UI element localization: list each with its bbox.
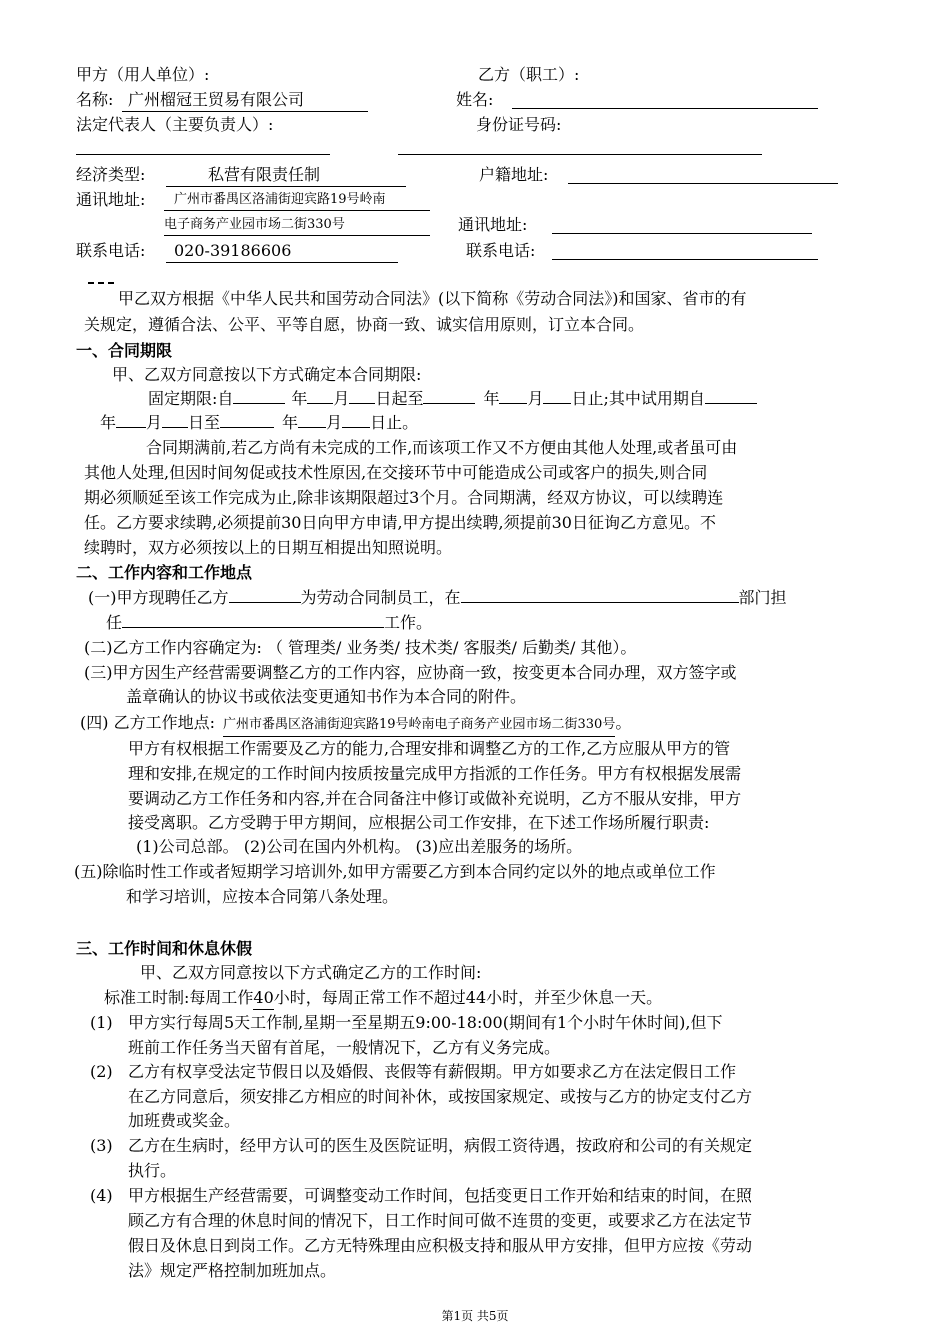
work-location-value: 广州市番禺区洛浦街迎宾路19号岭南电子商务产业园市场二街330号 (223, 714, 615, 737)
address-line-2: 电子商务产业园市场二街330号 (164, 215, 430, 236)
s2-para-line-5: (1)公司总部。 (2)公司在国内外机构。 (3)应出差服务的场所。 (136, 837, 583, 856)
s3-line-1: 甲、乙双方同意按以下方式确定乙方的工作时间: (140, 963, 482, 982)
s1-line-1: 甲、乙双方同意按以下方式确定本合同期限: (112, 365, 422, 384)
company-name-value: 广州榴冠王贸易有限公司 (122, 89, 368, 112)
s3-n1-number: (1) (90, 1013, 113, 1032)
phone-b-line (552, 259, 818, 260)
person-name-label: 姓名: (456, 90, 494, 109)
phone-value: 020-39186606 (166, 240, 398, 263)
legal-rep-line (76, 154, 330, 155)
s3-n4-line-2: 顾乙方有合理的休息时间的情况下，日工作时间可做不连贯的变更，或要求乙方在法定节 (128, 1211, 753, 1230)
s2-para-line-2: 理和安排,在规定的工作时间内按质按量完成甲方指派的工作任务。甲方有权根据发展需 (128, 764, 742, 783)
hukou-label: 户籍地址: (479, 165, 549, 184)
page-footer: 第1页 共5页 (441, 1309, 509, 1323)
s2-item-2: (二)乙方工作内容确定为: （ 管理类/ 业务类/ 技术类/ 客服类/ 后勤类/ 其他）。 (84, 638, 637, 657)
intro-line-2: 关规定，遵循合法、公平、平等自愿，协商一致、诚实信用原则，订立本合同。 (84, 315, 645, 334)
s3-n4-line-1: 甲方根据生产经营需要，可调整变动工作时间，包括变更日工作开始和结束的时间，在照 (128, 1186, 753, 1205)
person-name-line (512, 108, 818, 109)
s1-fixed-term-line: 固定期限:自 年 月 日起至 年 月 日止;其中试用期自 (148, 388, 757, 410)
s3-n3-number: (3) (90, 1136, 113, 1155)
s3-n2-line-3: 加班费或奖金。 (128, 1111, 241, 1130)
phone-label-b: 联系电话: (466, 241, 536, 260)
s2-item-1-line-2: 任 工作。 (106, 613, 433, 632)
s3-line-2: 标准工时制:每周工作40小时，每周正常工作不超过44小时，并至少休息一天。 (104, 987, 662, 1010)
s1-probation-line: 年 月 日至 年 月 日止。 (100, 413, 419, 432)
section-1-title: 一、合同期限 (76, 341, 173, 360)
s2-item-3-line-2: 盖章确认的协议书或依法变更通知书作为本合同的附件。 (126, 687, 527, 706)
s1-para-line-4: 任。乙方要求续聘,必须提前30日向甲方申请,甲方提出续聘,须提前30日征询乙方意见。不 (84, 513, 716, 532)
s3-n4-line-3: 假日及休息日到岗工作。乙方无特殊理由应积极支持和服从甲方安排，但甲方应按《劳动 (128, 1236, 753, 1255)
s3-n2-line-2: 在乙方同意后，须安排乙方相应的时间补休，或按国家规定、或按与乙方的协定支付乙方 (128, 1087, 753, 1106)
s3-n2-line-1: 乙方有权享受法定节假日以及婚假、丧假等有薪假期。甲方如要求乙方在法定假日工作 (128, 1062, 737, 1081)
s2-para-line-1: 甲方有权根据工作需要及乙方的能力,合理安排和调整乙方的工作,乙方应服从甲方的管 (128, 739, 731, 758)
s3-n4-number: (4) (90, 1186, 113, 1205)
legal-rep-label: 法定代表人（主要负责人）: (76, 115, 274, 134)
s3-n3-line-2: 执行。 (128, 1161, 177, 1180)
s1-para-line-5: 续聘时，双方必须按以上的日期互相提出知照说明。 (84, 538, 453, 557)
s2-item-4: (四) 乙方工作地点: 广州市番禺区洛浦街迎宾路19号岭南电子商务产业园市场二街330号。 (80, 712, 631, 737)
section-3-title: 三、工作时间和休息休假 (76, 939, 253, 958)
s2-item-1-line-1: (一)甲方现聘任乙方 为劳动合同制员工，在 部门担 (88, 588, 787, 607)
s1-para-line-2: 其他人处理,但因时间匆促或技术性原因,在交接环节中可能造成公司或客户的损失,则合同 (84, 463, 708, 482)
phone-label: 联系电话: (76, 241, 146, 260)
id-number-line (398, 154, 762, 155)
s2-item-5-line-1: (五)除临时性工作或者短期学习培训外,如甲方需要乙方到本合同约定以外的地点或单位工作 (74, 862, 716, 881)
s3-n3-line-1: 乙方在生病时，经甲方认可的医生及医院证明，病假工资待遇，按政府和公司的有关规定 (128, 1136, 753, 1155)
party-a-label: 甲方（用人单位）: (76, 65, 210, 84)
s3-n2-number: (2) (90, 1062, 113, 1081)
s3-n1-line-1: 甲方实行每周5天工作制,星期一至星期五9:00-18:00(期间有1个小时午休时间),但下 (128, 1013, 723, 1032)
s2-para-line-4: 接受离职。乙方受聘于甲方期间，应根据公司工作安排，在下述工作场所履行职责: (128, 813, 710, 832)
company-name-label: 名称: (76, 90, 114, 109)
s3-n4-line-4: 法》规定严格控制加班加点。 (128, 1261, 337, 1280)
s3-n1-line-2: 班前工作任务当天留有首尾，一般情况下，乙方有义务完成。 (128, 1038, 561, 1057)
dashed-separator (88, 282, 114, 284)
s2-item-5-line-2: 和学习培训，应按本合同第八条处理。 (126, 887, 399, 906)
s1-para-line-1: 合同期满前,若乙方尚有未完成的工作,而该项工作又不方便由其他人处理,或者虽可由 (146, 438, 738, 457)
address-label-b: 通讯地址: (458, 215, 528, 234)
id-number-label: 身份证号码: (476, 115, 562, 134)
intro-line-1: 甲乙双方根据《中华人民共和国劳动合同法》(以下简称《劳动合同法》)和国家、省市的有 (118, 289, 747, 308)
s2-item-3-line-1: (三)甲方因生产经营需要调整乙方的工作内容，应协商一致，按变更本合同办理，双方签字或 (84, 663, 737, 682)
address-label: 通讯地址: (76, 190, 146, 209)
weekly-hours-value: 40 (253, 987, 273, 1010)
address-b-line (552, 233, 812, 234)
address-line-1: 广州市番禺区洛浦街迎宾路19号岭南 (164, 190, 430, 211)
hukou-line (568, 183, 838, 184)
s2-para-line-3: 要调动乙方工作任务和内容,并在合同备注中修订或做补充说明，乙方不服从安排，甲方 (128, 789, 742, 808)
econ-type-label: 经济类型: (76, 165, 146, 184)
s1-para-line-3: 期必须顺延至该工作完成为止,除非该期限超过3个月。合同期满，经双方协议，可以续聘连 (84, 488, 724, 507)
section-2-title: 二、工作内容和工作地点 (76, 563, 253, 582)
econ-type-value: 私营有限责任制 (166, 164, 406, 187)
party-b-label: 乙方（职工）: (478, 65, 580, 84)
